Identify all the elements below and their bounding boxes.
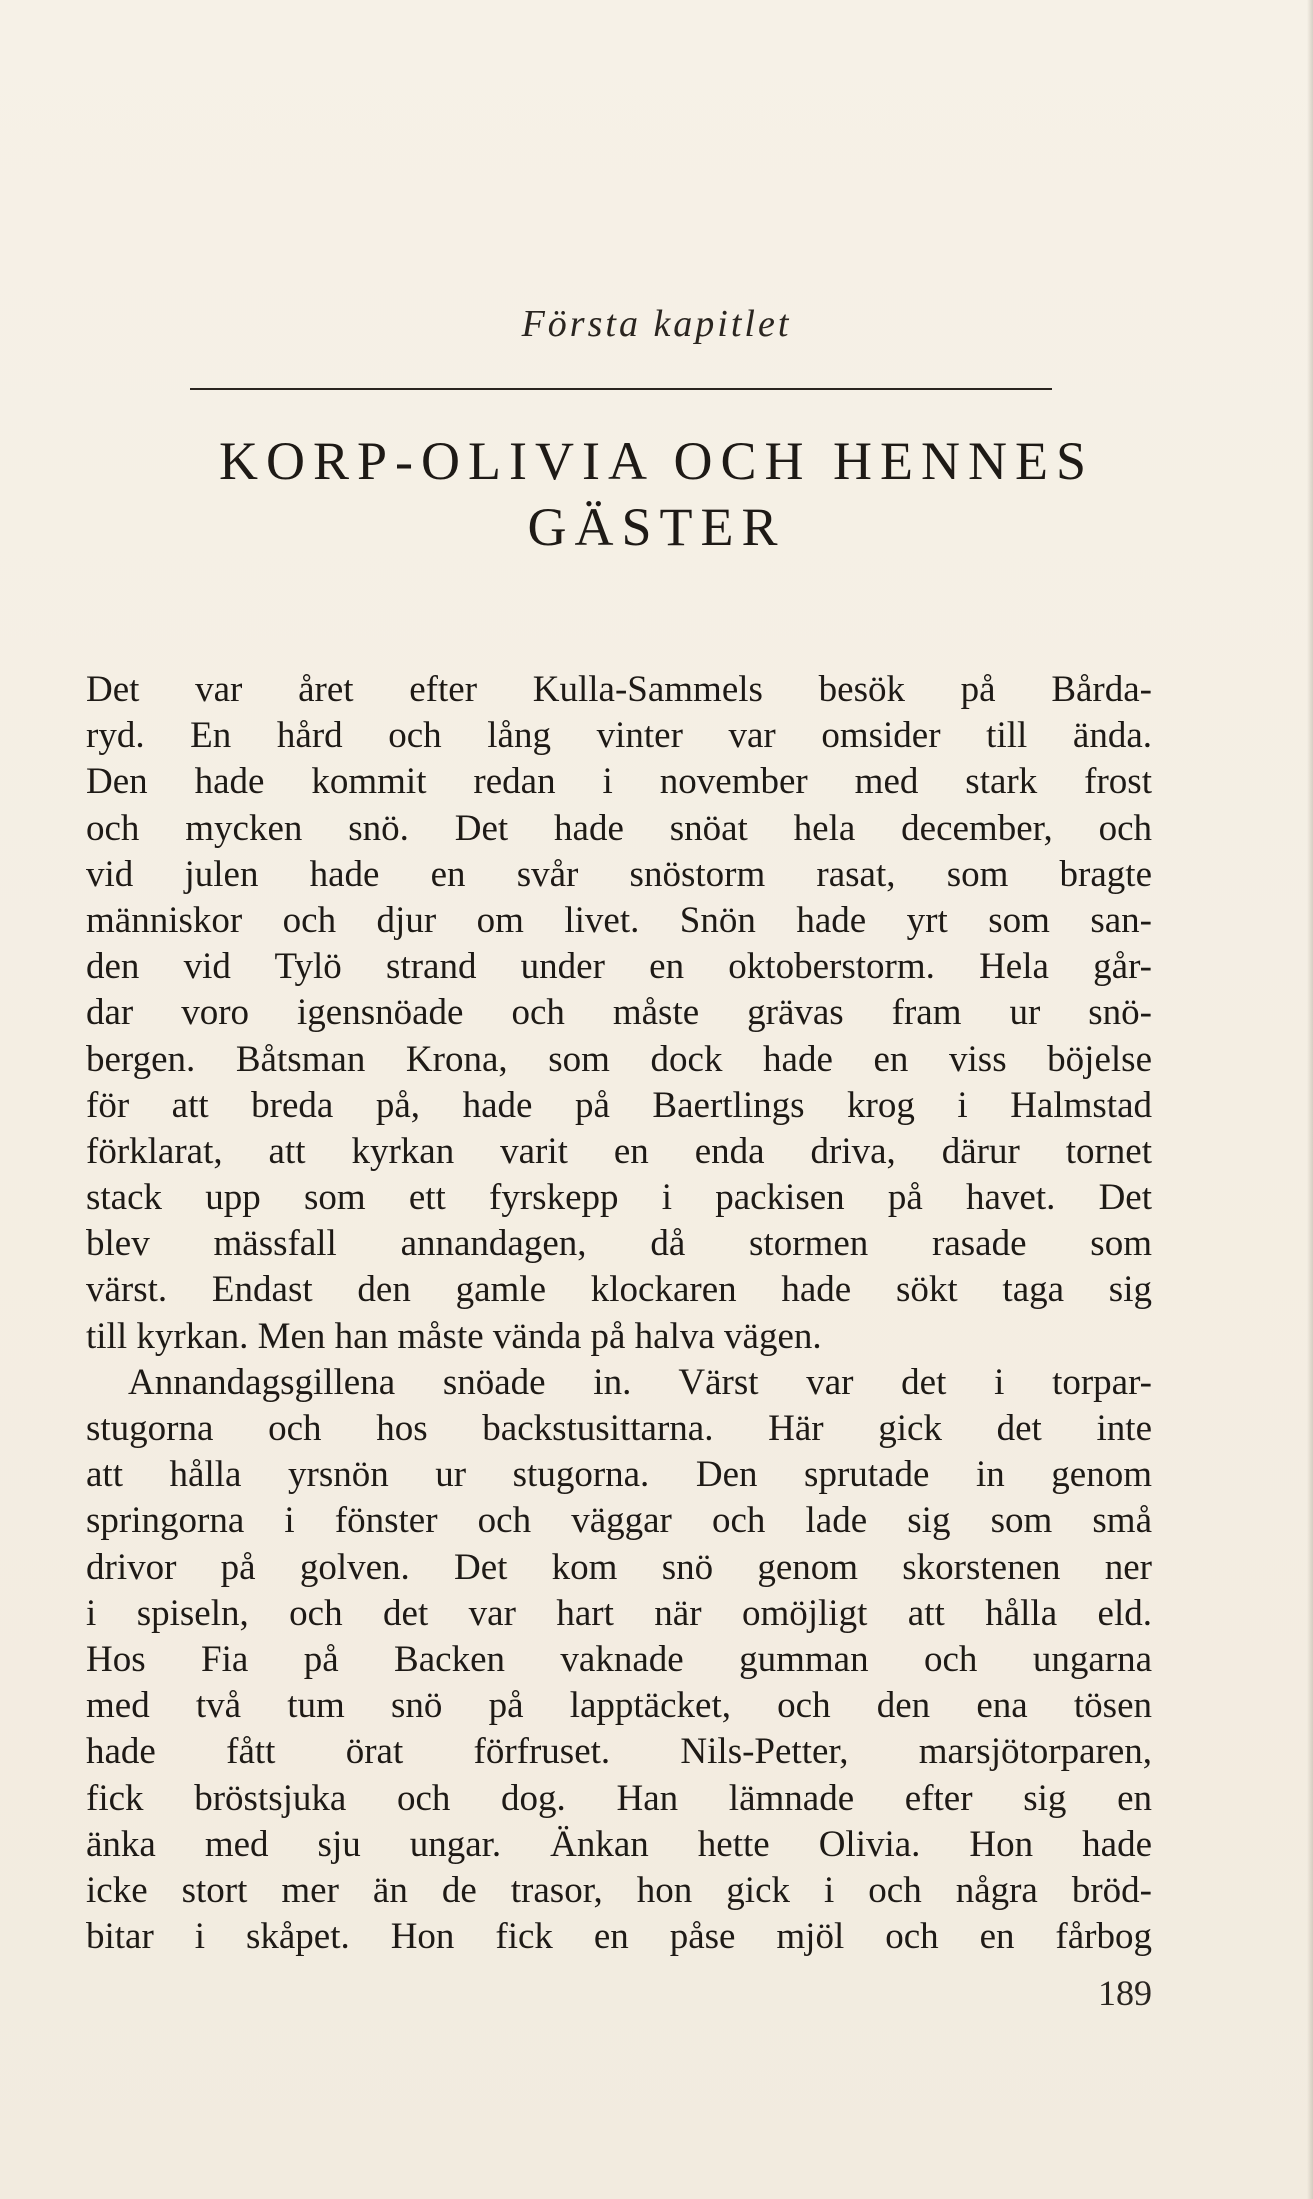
text-line: människor och djur om livet. Snön hade yrt som san- [86, 899, 1152, 941]
text-line: blev mässfall annandagen, då stormen rasade som [86, 1223, 1152, 1265]
text-line: för att breda på, hade på Baertlings krog i Halmstad [86, 1084, 1152, 1126]
text-line: i spiseln, och det var hart när omöjligt att hålla eld. [86, 1592, 1152, 1634]
text-line: bergen. Båtsman Krona, som dock hade en viss böjelse [86, 1038, 1152, 1080]
chapter-title-line: KORP-OLIVIA OCH HENNES [219, 431, 1094, 491]
text-line: värst. Endast den gamle klockaren hade sökt taga sig [86, 1269, 1152, 1311]
text-line: förklarat, att kyrkan varit en enda driva, därur tornet [86, 1130, 1152, 1172]
text-line: till kyrkan. Men han måste vända på halva vägen. [86, 1315, 822, 1357]
text-line: Annandagsgillena snöade in. Värst var det i torpar- [128, 1361, 1152, 1403]
chapter-title-line: GÄSTER [527, 497, 786, 557]
page-number: 189 [1098, 1973, 1152, 2013]
text-line: Hos Fia på Backen vaknade gumman och ungarna [86, 1638, 1152, 1680]
text-line: änka med sju ungar. Änkan hette Olivia. Hon hade [86, 1823, 1152, 1865]
text-line: stack upp som ett fyrskepp i packisen på havet. Det [86, 1177, 1152, 1219]
text-line: springorna i fönster och väggar och lade sig som små [86, 1500, 1152, 1542]
text-line: med två tum snö på lapptäcket, och den ena tösen [86, 1685, 1152, 1727]
text-line: Det var året efter Kulla-Sammels besök på Bårda- [86, 669, 1152, 710]
text-line: den vid Tylö strand under en oktoberstorm. Hela går- [86, 946, 1152, 988]
text-line: icke stort mer än de trasor, hon gick i och några bröd- [86, 1869, 1152, 1911]
chapter-title [0, 428, 1313, 560]
body-text [86, 667, 1152, 1960]
text-line: stugorna och hos backstusittarna. Här gick det inte [86, 1408, 1152, 1449]
text-line: fick bröstsjuka och dog. Han lämnade efter sig en [86, 1777, 1152, 1819]
chapter-label: Första kapitlet [521, 303, 792, 345]
text-line: ryd. En hård och lång vinter var omsider till ända. [86, 715, 1152, 757]
text-line: Den hade kommit redan i november med stark frost [86, 761, 1152, 803]
text-line: dar voro igensnöade och måste grävas fram ur snö- [86, 992, 1152, 1034]
text-line: vid julen hade en svår snöstorm rasat, som bragte [86, 853, 1152, 895]
title-divider [190, 388, 1052, 390]
text-line: hade fått örat förfruset. Nils-Petter, marsjötorparen, [86, 1731, 1152, 1773]
text-line: och mycken snö. Det hade snöat hela december, och [86, 807, 1152, 849]
text-line: bitar i skåpet. Hon fick en påse mjöl och en fårbog [86, 1916, 1152, 1958]
text-line: att hålla yrsnön ur stugorna. Den sprutade in genom [86, 1454, 1152, 1496]
text-line: drivor på golven. Det kom snö genom skorstenen ner [86, 1546, 1152, 1588]
